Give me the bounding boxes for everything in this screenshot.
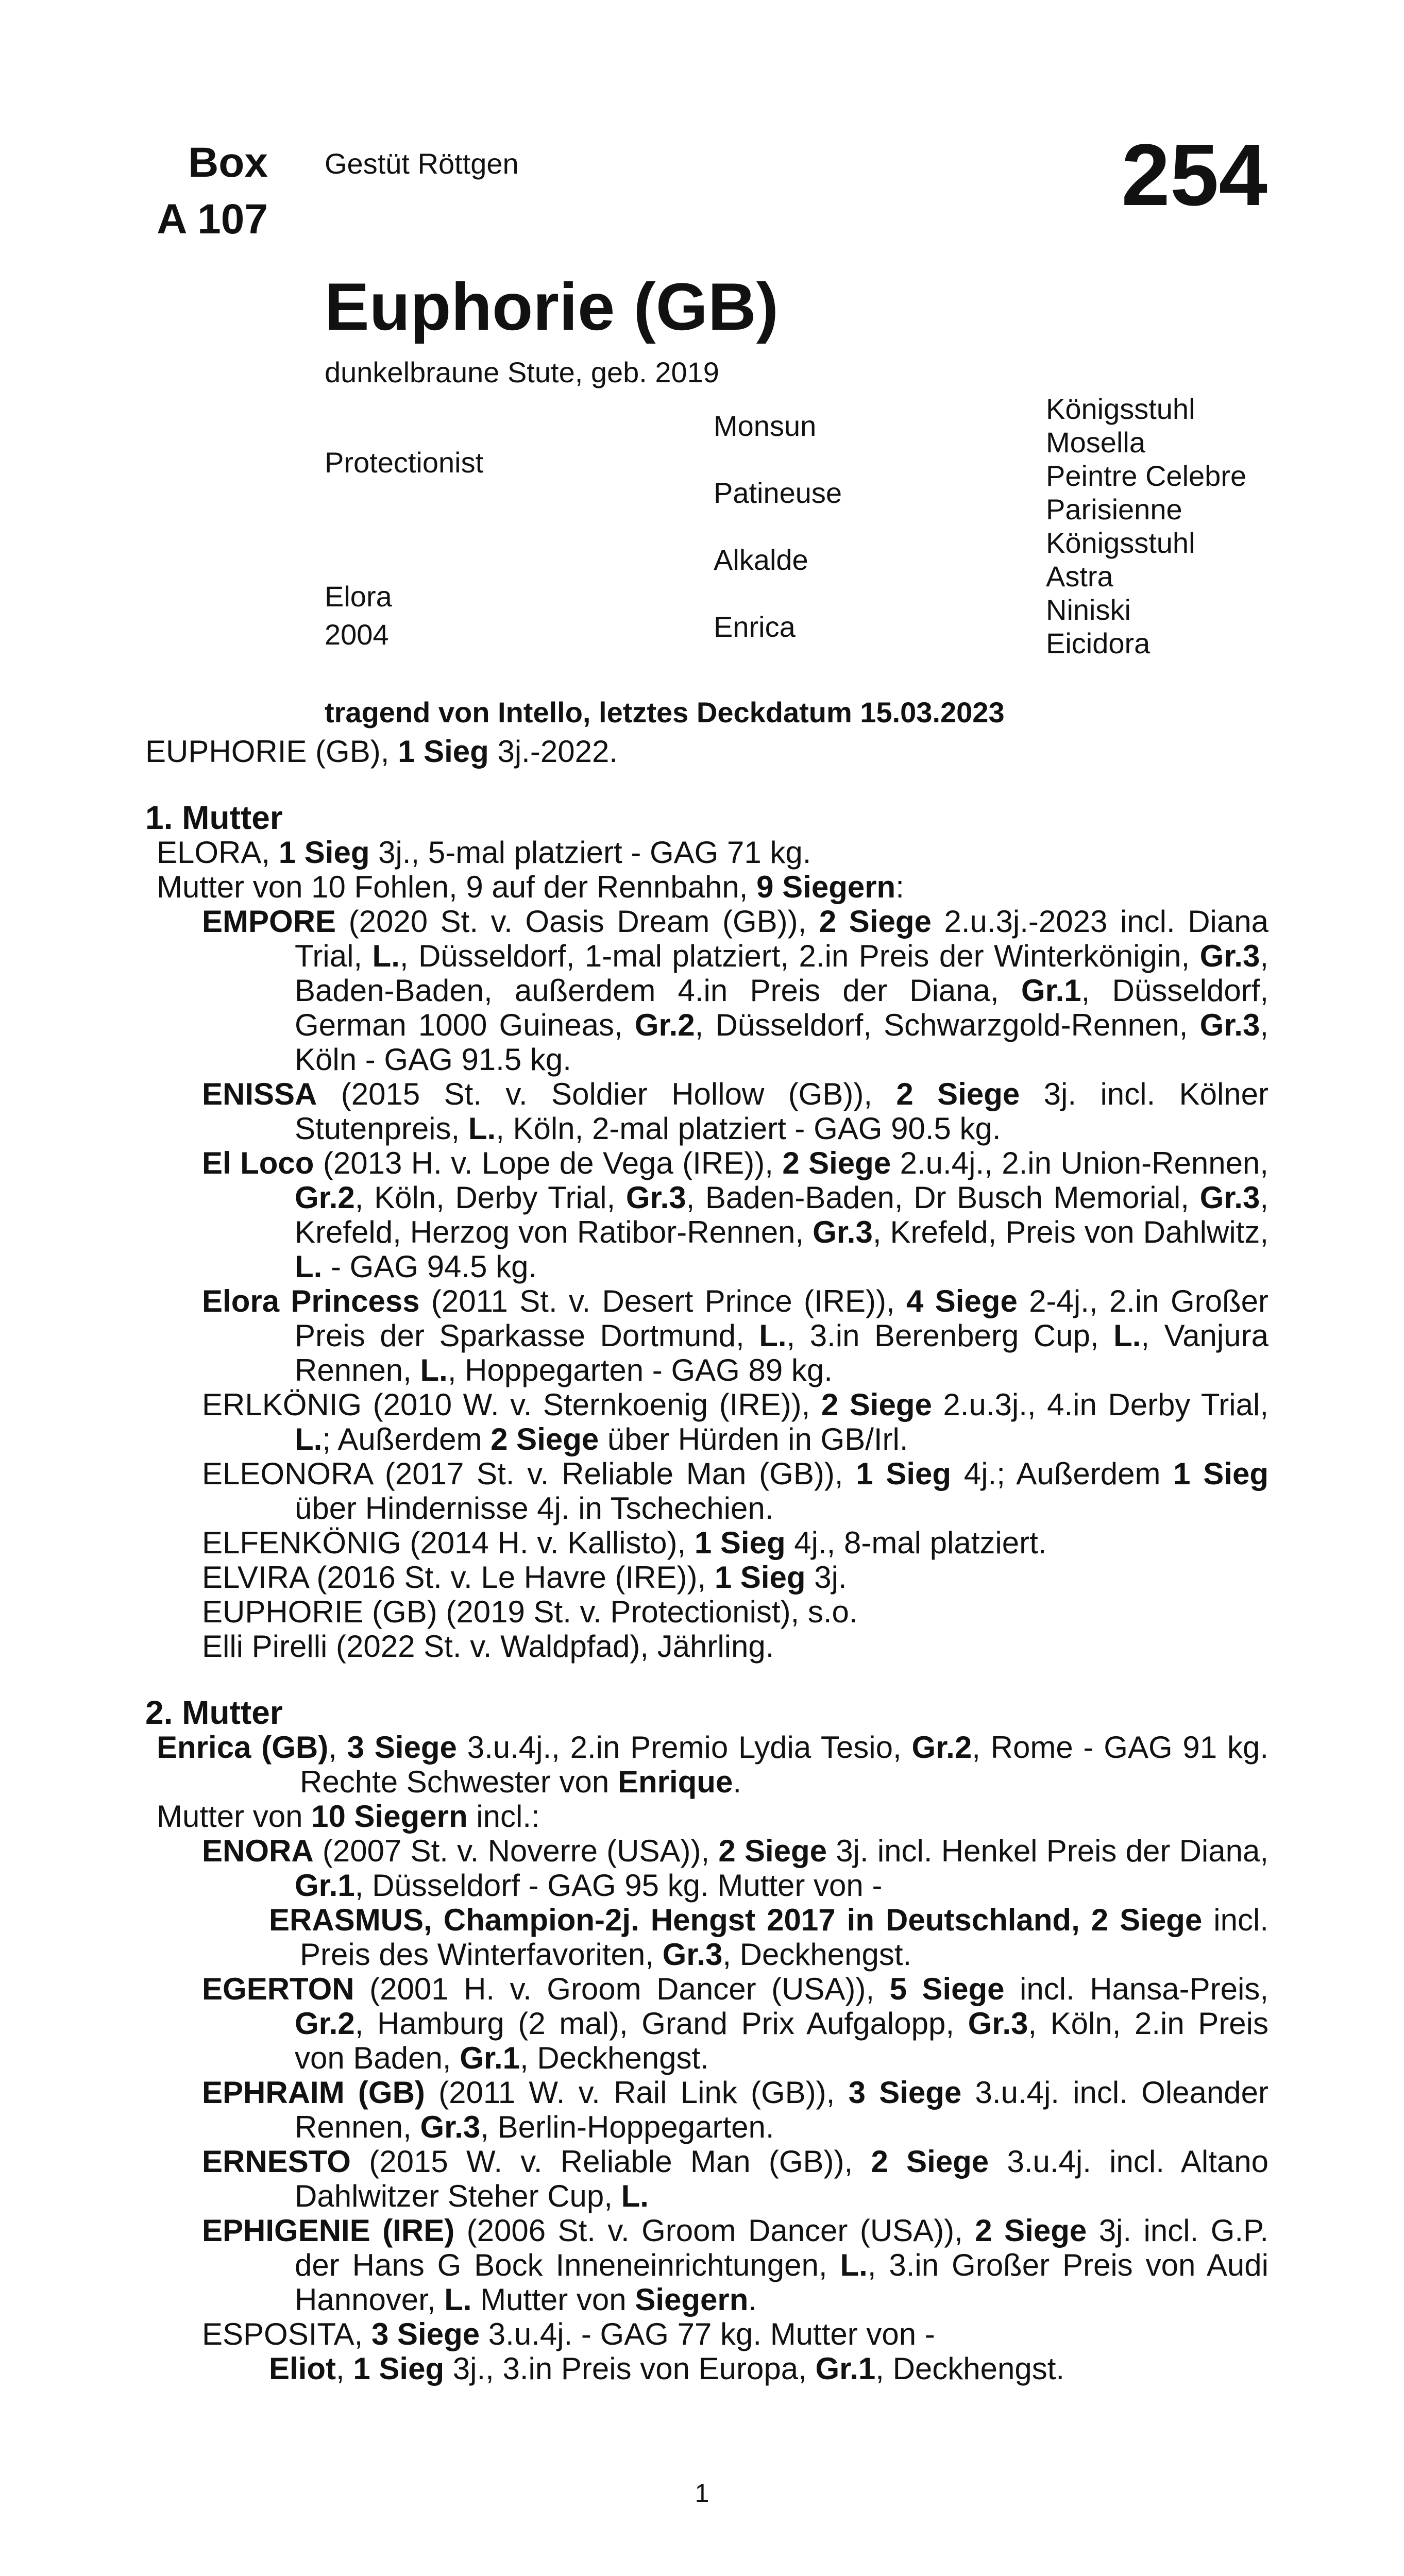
offspring-entry: EPHIGENIE (IRE) (2006 St. v. Groom Dancer (USA)), 2 Siege 3j. incl. G.P. der Hans G Bock Inneneinrichtungen, L., 3.in Großer Preis von Audi Hannover, L. Mutter von Siegern. [202, 2213, 1268, 2317]
second-dam-record: Enrica (GB), 3 Siege 3.u.4j., 2.in Premio Lydia Tesio, Gr.2, Rome - GAG 91 kg. Rechte Schwester von Enrique. [157, 1730, 1269, 1799]
catalog-text [145, 734, 1268, 2386]
pedigree-gen3: Mosella [1046, 426, 1145, 459]
box-label: Box [188, 139, 268, 186]
offspring-entry: El Loco (2013 H. v. Lope de Vega (IRE)), 2 Siege 2.u.4j., 2.in Union-Rennen, Gr.2, Köln, Derby Trial, Gr.3, Baden-Baden, Dr Busch Memorial, Gr.3, Krefeld, Herzog von Ratibor-Rennen, Gr.3, Krefeld, Preis von Dahlwitz, L. - GAG 94.5 kg. [202, 1146, 1269, 1284]
offspring-entry: ELEONORA (2017 St. v. Reliable Man (GB)), 1 Sieg 4j.; Außerdem 1 Sieg über Hindernisse 4j. in Tschechien. [202, 1456, 1269, 1526]
offspring-entry: ELVIRA (2016 St. v. Le Havre (IRE)), 1 Sieg 3j. [202, 1560, 847, 1595]
summary-line: EUPHORIE (GB), 1 Sieg 3j.-2022. [145, 734, 618, 769]
page-number: 1 [695, 2479, 709, 2507]
pedigree-dam-sire: Alkalde [714, 544, 808, 576]
pedigree-gen3: Astra [1046, 560, 1113, 592]
pedigree-sire-sire: Monsun [714, 410, 817, 442]
second-dam-offspring: Mutter von 10 Siegern incl.: [157, 1799, 540, 1834]
offspring-entry: ENISSA (2015 St. v. Soldier Hollow (GB)), 2 Siege 3j. incl. Kölner Stutenpreis, L., Köln, 2-mal platziert - GAG 90.5 kg. [202, 1077, 1268, 1146]
pedigree-gen3: Niniski [1046, 594, 1131, 626]
pedigree-gen3: Eicidora [1046, 627, 1151, 659]
offspring-entry: ENORA (2007 St. v. Noverre (USA)), 2 Siege 3j. incl. Henkel Preis der Diana, Gr.1, Düsseldorf - GAG 95 kg. Mutter von - [202, 1834, 1269, 1903]
offspring-entry: EUPHORIE (GB) (2019 St. v. Protectionist), s.o. [202, 1595, 858, 1629]
offspring-entry: EGERTON (2001 H. v. Groom Dancer (USA)), 5 Siege incl. Hansa-Preis, Gr.2, Hamburg (2 mal), Grand Prix Aufgalopp, Gr.3, Köln, 2.in Preis von Baden, Gr.1, Deckhengst. [202, 1972, 1269, 2075]
pedigree-dam-year: 2004 [325, 618, 389, 651]
pedigree-gen3: Königsstuhl [1046, 393, 1195, 425]
offspring-entry: EPHRAIM (GB) (2011 W. v. Rail Link (GB)), 3 Siege 3.u.4j. incl. Oleander Rennen, Gr.3, Berlin-Hoppegarten. [202, 2075, 1268, 2144]
pregnancy-note: tragend von Intello, letztes Deckdatum 15.03.2023 [325, 696, 1005, 728]
offspring-entry: EMPORE (2020 St. v. Oasis Dream (GB)), 2 Siege 2.u.3j.-2023 incl. Diana Trial, L., Düsseldorf, 1-mal platziert, 2.in Preis der Winterkönigin, Gr.3, Baden-Baden, außerdem 4.in Preis der Diana, Gr.1, Düsseldorf, German 1000 Guineas, Gr.2, Düsseldorf, Schwarzgold-Rennen, Gr.3, Köln - GAG 91.5 kg. [202, 904, 1269, 1077]
first-dam-offspring: Mutter von 10 Fohlen, 9 auf der Rennbahn, 9 Siegern: [157, 870, 904, 904]
pedigree-sire: Protectionist [325, 446, 484, 479]
pedigree-gen3: Peintre Celebre [1046, 460, 1247, 492]
offspring-entry: ELFENKÖNIG (2014 H. v. Kallisto), 1 Sieg 4j., 8-mal platziert. [202, 1526, 1047, 1560]
second-dam-title: 2. Mutter [145, 1694, 283, 1731]
offspring-entry: ESPOSITA, 3 Siege 3.u.4j. - GAG 77 kg. Mutter von - [202, 2317, 935, 2351]
pedigree-gen3: Parisienne [1046, 493, 1182, 526]
grand-offspring-entry: ERASMUS, Champion-2j. Hengst 2017 in Deutschland, 2 Siege incl. Preis des Winterfavoriten, Gr.3, Deckhengst. [269, 1903, 1268, 1972]
offspring-entry: ERNESTO (2015 W. v. Reliable Man (GB)), 2 Siege 3.u.4j. incl. Altano Dahlwitzer Steher Cup, L. [202, 2144, 1268, 2213]
offspring-entry: Elora Princess (2011 St. v. Desert Prince (IRE)), 4 Siege 2-4j., 2.in Großer Preis der Sparkasse Dortmund, L., 3.in Berenberg Cup, L., Vanjura Rennen, L., Hoppegarten - GAG 89 kg. [202, 1284, 1269, 1387]
first-dam-record: ELORA, 1 Sieg 3j., 5-mal platziert - GAG 71 kg. [157, 835, 811, 870]
box-number: A 107 [157, 196, 268, 243]
lot-number: 254 [1121, 126, 1267, 224]
breeder-name: Gestüt Röttgen [325, 147, 519, 180]
horse-description: dunkelbraune Stute, geb. 2019 [325, 356, 719, 388]
pedigree-dam: Elora [325, 580, 392, 613]
pedigree-dam-dam: Enrica [714, 611, 796, 643]
horse-name: Euphorie (GB) [325, 269, 779, 344]
offspring-entry: Elli Pirelli (2022 St. v. Waldpfad), Jährling. [202, 1629, 774, 1664]
pedigree-sire-dam: Patineuse [714, 477, 842, 509]
offspring-entry: ERLKÖNIG (2010 W. v. Sternkoenig (IRE)), 2 Siege 2.u.3j., 4.in Derby Trial, L.; Außerdem 2 Siege über Hürden in GB/Irl. [202, 1387, 1268, 1456]
pedigree-gen3: Königsstuhl [1046, 527, 1195, 559]
grand-offspring-entry: Eliot, 1 Sieg 3j., 3.in Preis von Europa, Gr.1, Deckhengst. [269, 2351, 1065, 2386]
first-dam-title: 1. Mutter [145, 799, 283, 836]
